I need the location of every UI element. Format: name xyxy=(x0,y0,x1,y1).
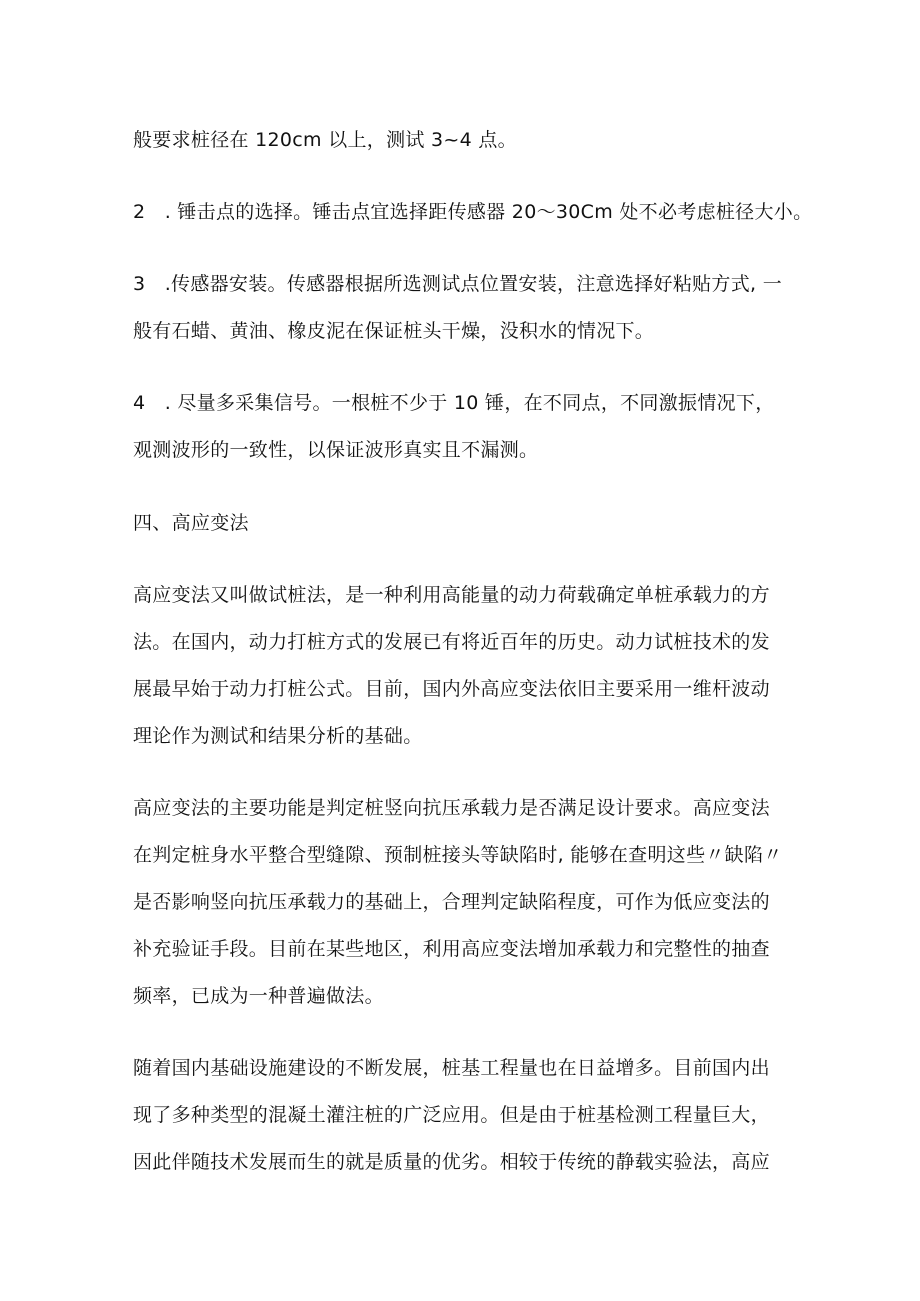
text-line: 4 . 尽量多采集信号。一根桩不少于 10 锤，在不同点，不同激振情况下， xyxy=(133,392,775,414)
text-line: 展最早始于动力打桩公式。目前，国内外高应变法依旧主要采用一维杆波动 xyxy=(133,678,770,700)
text-line: 般要求桩径在 120cm 以上，测试 3~4 点。 xyxy=(133,129,517,151)
text-line: 般有石蜡、黄油、橡皮泥在保证桩头干燥，没积水的情况下。 xyxy=(133,320,655,342)
text-line: 频率，已成为一种普遍做法。 xyxy=(133,985,384,1007)
text-line: 随着国内基础设施建设的不断发展，桩基工程量也在日益增多。目前国内出 xyxy=(133,1057,770,1079)
text-line: 高应变法又叫做试桩法，是一种利用高能量的动力荷载确定单桩承载力的方 xyxy=(133,584,770,606)
text-line: 理论作为测试和结果分析的基础。 xyxy=(133,725,423,747)
text-line: 补充验证手段。目前在某些地区，利用高应变法增加承载力和完整性的抽查 xyxy=(133,938,770,960)
text-line: 3 .传感器安装。传感器根据所选测试点位置安装，注意选择好粘贴方式, 一 xyxy=(133,273,783,295)
text-line: 观测波形的一致性，以保证波形真实且不漏测。 xyxy=(133,439,539,461)
text-line: 因此伴随技术发展而生的就是质量的优劣。相较于传统的静载实验法，高应 xyxy=(133,1151,770,1173)
text-line: 法。在国内，动力打桩方式的发展已有将近百年的历史。动力试桩技术的发 xyxy=(133,631,770,653)
text-line: 现了多种类型的混凝土灌注桩的广泛应用。但是由于桩基检测工程量巨大， xyxy=(133,1104,770,1126)
text-line: 2 . 锤击点的选择。锤击点宜选择距传感器 20～30Cm 处不必考虑桩径大小。 xyxy=(133,201,813,223)
text-line: 高应变法的主要功能是判定桩竖向抗压承载力是否满足设计要求。高应变法 xyxy=(133,797,770,819)
text-line: 是否影响竖向抗压承载力的基础上，合理判定缺陷程度，可作为低应变法的 xyxy=(133,891,770,913)
text-line: 在判定桩身水平整合型缝隙、预制桩接头等缺陷时, 能够在查明这些〃缺陷〃 xyxy=(133,844,783,866)
section-heading: 四、高应变法 xyxy=(133,512,249,534)
